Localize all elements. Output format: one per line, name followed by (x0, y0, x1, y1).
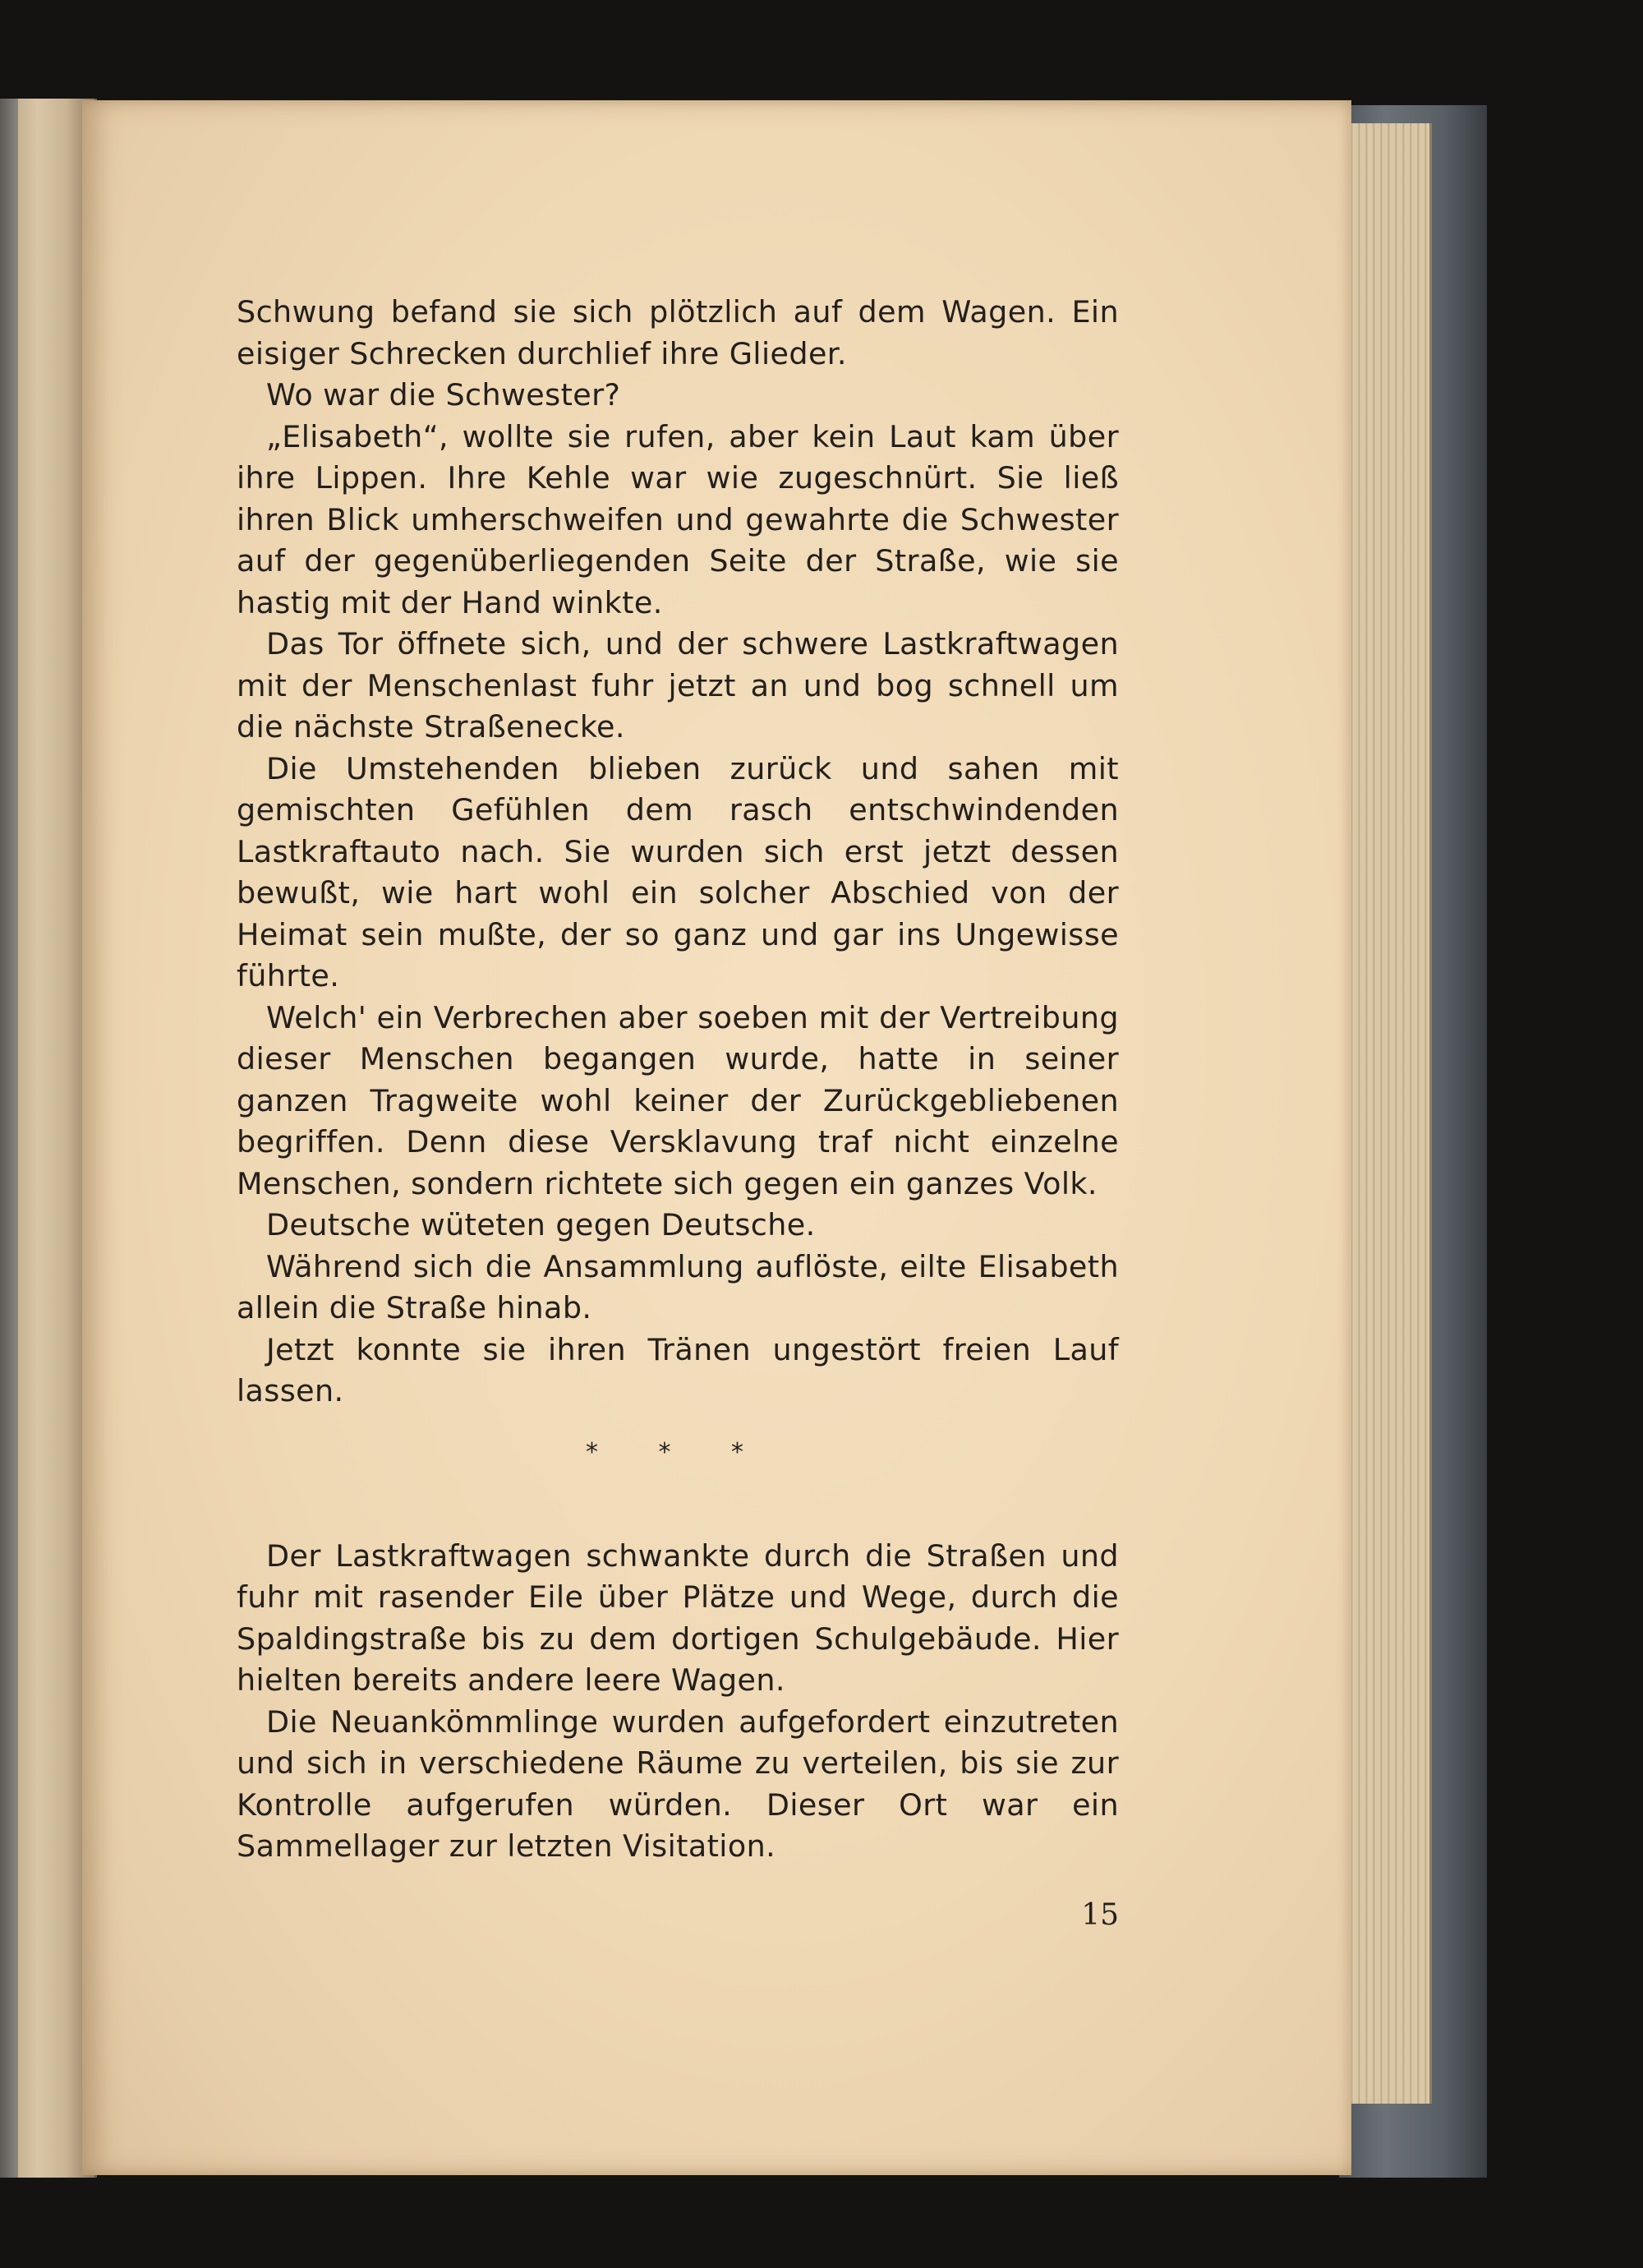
page-text (237, 292, 1119, 1868)
book-spine-binding (0, 99, 18, 2178)
section-break-asterisks: * * * (585, 1437, 771, 1467)
section-break (237, 1413, 1119, 1536)
paragraph: Der Lastkraftwagen schwankte durch die Straßen und fuhr mit rasender Eile über Plätze und Wege, durch die Spaldingstraße bis zu dem dortigen Schulgebäude. Hier hielten bereits andere leere Wagen. (237, 1537, 1119, 1698)
paragraph: Die Neuankömmlinge wurden aufgefordert einzutreten und sich in verschiedene Räume zu verteilen, bis sie zur Kontrolle aufgerufen würden. Dieser Ort war ein Sammellager zur letzten Visitation. (237, 1703, 1119, 1864)
paragraph: Wo war die Schwester? (266, 377, 621, 413)
paragraph: Während sich die Ansammlung auflöste, eilte Elisabeth allein die Straße hinab. (237, 1248, 1119, 1325)
paragraph: Deutsche wüteten gegen Deutsche. (266, 1207, 816, 1242)
paragraph: „Elisabeth“, wollte sie rufen, aber kein Laut kam über ihre Lippen. Ihre Kehle war wie zugeschnürt. Sie ließ ihren Blick umherschweifen und gewahrte die Schwester auf der gegenüberliegenden Seite der Straße, wie sie hastig mit der Hand winkte. (237, 418, 1119, 620)
paragraph: Welch' ein Verbrechen aber soeben mit der Vertreibung dieser Menschen begangen wurde, hatte in seiner ganzen Tragweite wohl keiner der Zurückgebliebenen begriffen. Denn diese Versklavung traf nicht einzelne Menschen, sondern richtete sich gegen ein ganzes Volk. (237, 999, 1119, 1201)
paragraph: Das Tor öffnete sich, und der schwere Lastkraftwagen mit der Menschenlast fuhr jetzt an und bog schnell um die nächste Straßenecke. (237, 626, 1119, 744)
paragraph: Die Umstehenden blieben zurück und sahen mit gemischten Gefühlen dem rasch entschwindenden Lastkraftauto nach. Sie wurden sich erst jetzt dessen bewußt, wie hart wohl ein solcher Abschied von der Heimat sein mußte, der so ganz und gar ins Ungewisse führte. (237, 750, 1119, 993)
page-number: 15 (1081, 1898, 1119, 1932)
page-block-edges (1339, 123, 1432, 2104)
paragraph: Schwung befand sie sich plötzlich auf dem Wagen. Ein eisiger Schrecken durchlief ihre Glieder. (237, 294, 1119, 371)
paragraph: Jetzt konnte sie ihren Tränen ungestört freien Lauf lassen. (237, 1331, 1119, 1408)
